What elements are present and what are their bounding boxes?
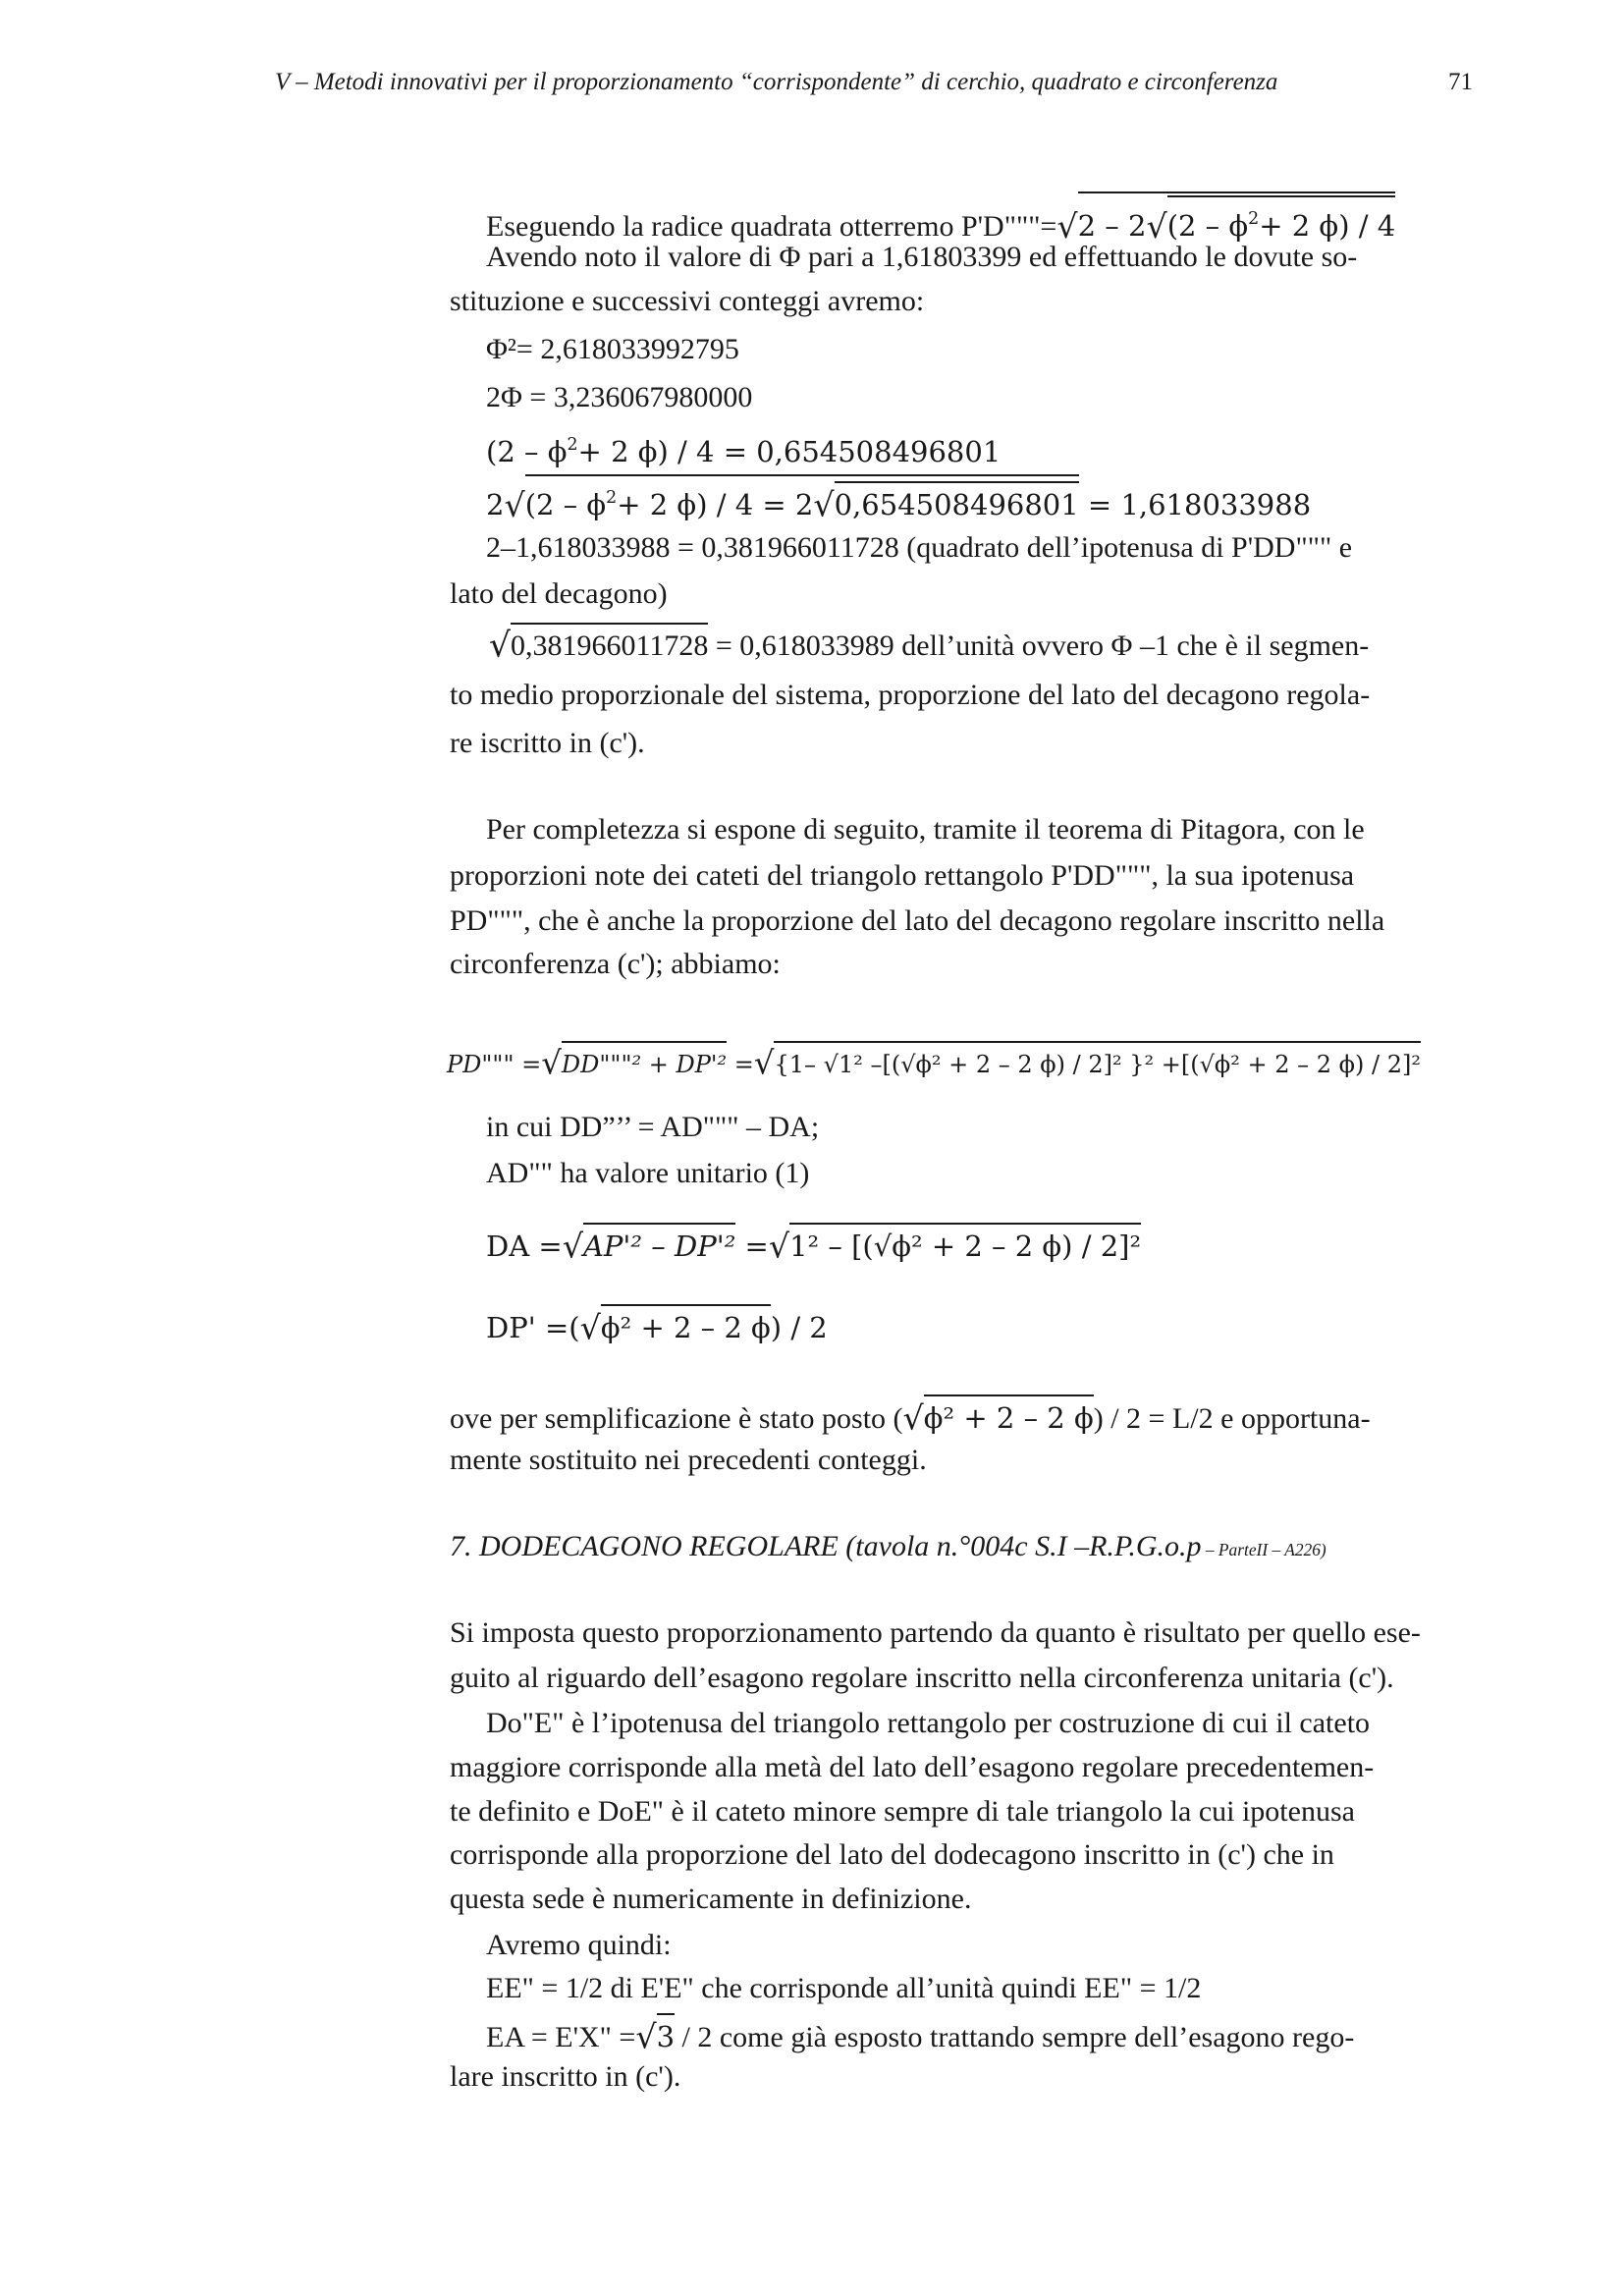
text-line: Si imposta questo proporzionamento partendo da quanto è risultato per quello ese- [450,1616,1421,1649]
text-line: circonferenza (c'); abbiamo: [450,948,781,980]
section-heading: 7. DODECAGONO REGOLARE (tavola n.°004c S.I –R.P.G.o.p – ParteII – A226) [450,1530,1326,1562]
text-line: Avremo quindi: [486,1929,672,1961]
equation-sqrt-result: √0,381966011728 = 0,618033989 dell’unità ovvero Φ –1 che è il segmen- [489,623,1369,666]
text-line: ove per semplificazione è stato posto (√ϕ² + 2 – 2 ϕ) / 2 = L/2 e opportuna- [450,1394,1371,1439]
text-line: lare inscritto in (c'). [450,2060,681,2093]
text-line: re iscritto in (c'). [450,727,645,759]
text-line-radice: Eseguendo la radice quadrata otterremo P'D"""=√2 – $2√(2 - \phi^2+ 2$ ϕ) / 4 [486,191,1395,246]
text-line: mente sostituito nei precedenti conteggi. [450,1444,927,1476]
text-line: proporzioni note dei cateti del triangolo rettangolo P'DD""", la sua ipotenusa [450,859,1355,892]
equation-phi-squared: Φ²= 2,618033992795 [486,333,739,365]
text-line: lato del decagono) [450,577,668,610]
equation-root: $2√(2 - \phi^2+ 2$ ϕ) / 4 = 2√0,654508496801 = 1,618033988 [486,474,1311,525]
equation-dp: DP' =(√ϕ² + 2 – 2 ϕ) / 2 [486,1304,828,1348]
text-line: PD""", che è anche la proporzione del lato del decagono regolare inscritto nella [450,904,1385,937]
text-line: in cui DD”’’ = AD""" – DA; [486,1111,820,1143]
equation-two-phi: 2Φ = 3,236067980000 [486,381,753,413]
equation-fraction: ($2 - \phi^2+ 2$ ϕ) / 4 = 0,654508496801 [486,435,1001,469]
running-header [275,69,1473,108]
text-line: 2–1,618033988 = 0,381966011728 (quadrato dell’ipotenusa di P'DD""" e [486,531,1353,564]
equation-da: DA =√AP'² – DP'² =√1² – [(√ϕ² + 2 – 2 ϕ) / 2]² [486,1223,1141,1267]
text-line: maggiore corrisponde alla metà del lato dell’esagono regolare precedentemen- [450,1751,1375,1783]
page-number: 71 [1448,69,1473,95]
text-line: EA = E'X" =√3 / 2 come già esposto trattando sempre dell’esagono rego- [486,2013,1354,2057]
text-line: AD"" ha valore unitario (1) [486,1157,810,1189]
running-title: V – Metodi innovativi per il proporzionamento “corrispondente” di cerchio, quadrato e circonferenza [275,69,1278,95]
formula-pythagoras: PD""" =√DD"""² + DP'² =√{1– √1² –[(√ϕ² + 2 – 2 ϕ) / 2]² }² +[(√ϕ² + 2 – 2 ϕ) / 2]² [447,1041,1421,1084]
text-line: stituzione e successivi conteggi avremo: [450,285,925,317]
nested-radical: $√2 - 2√(2 - \phi^2+ 2$ ϕ) / 4 [1056,191,1395,246]
text-line: Per completezza si espone di seguito, tramite il teorema di Pitagora, con le [486,813,1365,846]
text-line: Do"E" è l’ipotenusa del triangolo rettangolo per costruzione di cui il cateto [486,1707,1371,1739]
text-line: Avendo noto il valore di Φ pari a 1,61803399 ed effettuando le dovute so- [486,241,1358,273]
text-line: EE" = 1/2 di E'E" che corrisponde all’unità quindi EE" = 1/2 [486,1972,1202,2004]
text-line: te definito e DoE" è il cateto minore sempre di tale triangolo la cui ipotenusa [450,1795,1355,1828]
text-line: questa sede è numericamente in definizione. [450,1883,972,1915]
text-line: corrisponde alla proporzione del lato del dodecagono inscritto in (c') che in [450,1838,1334,1871]
text-line: guito al riguardo dell’esagono regolare inscritto nella circonferenza unitaria (c'). [450,1662,1394,1694]
text-line: to medio proporzionale del sistema, proporzione del lato del decagono regola- [450,679,1371,711]
